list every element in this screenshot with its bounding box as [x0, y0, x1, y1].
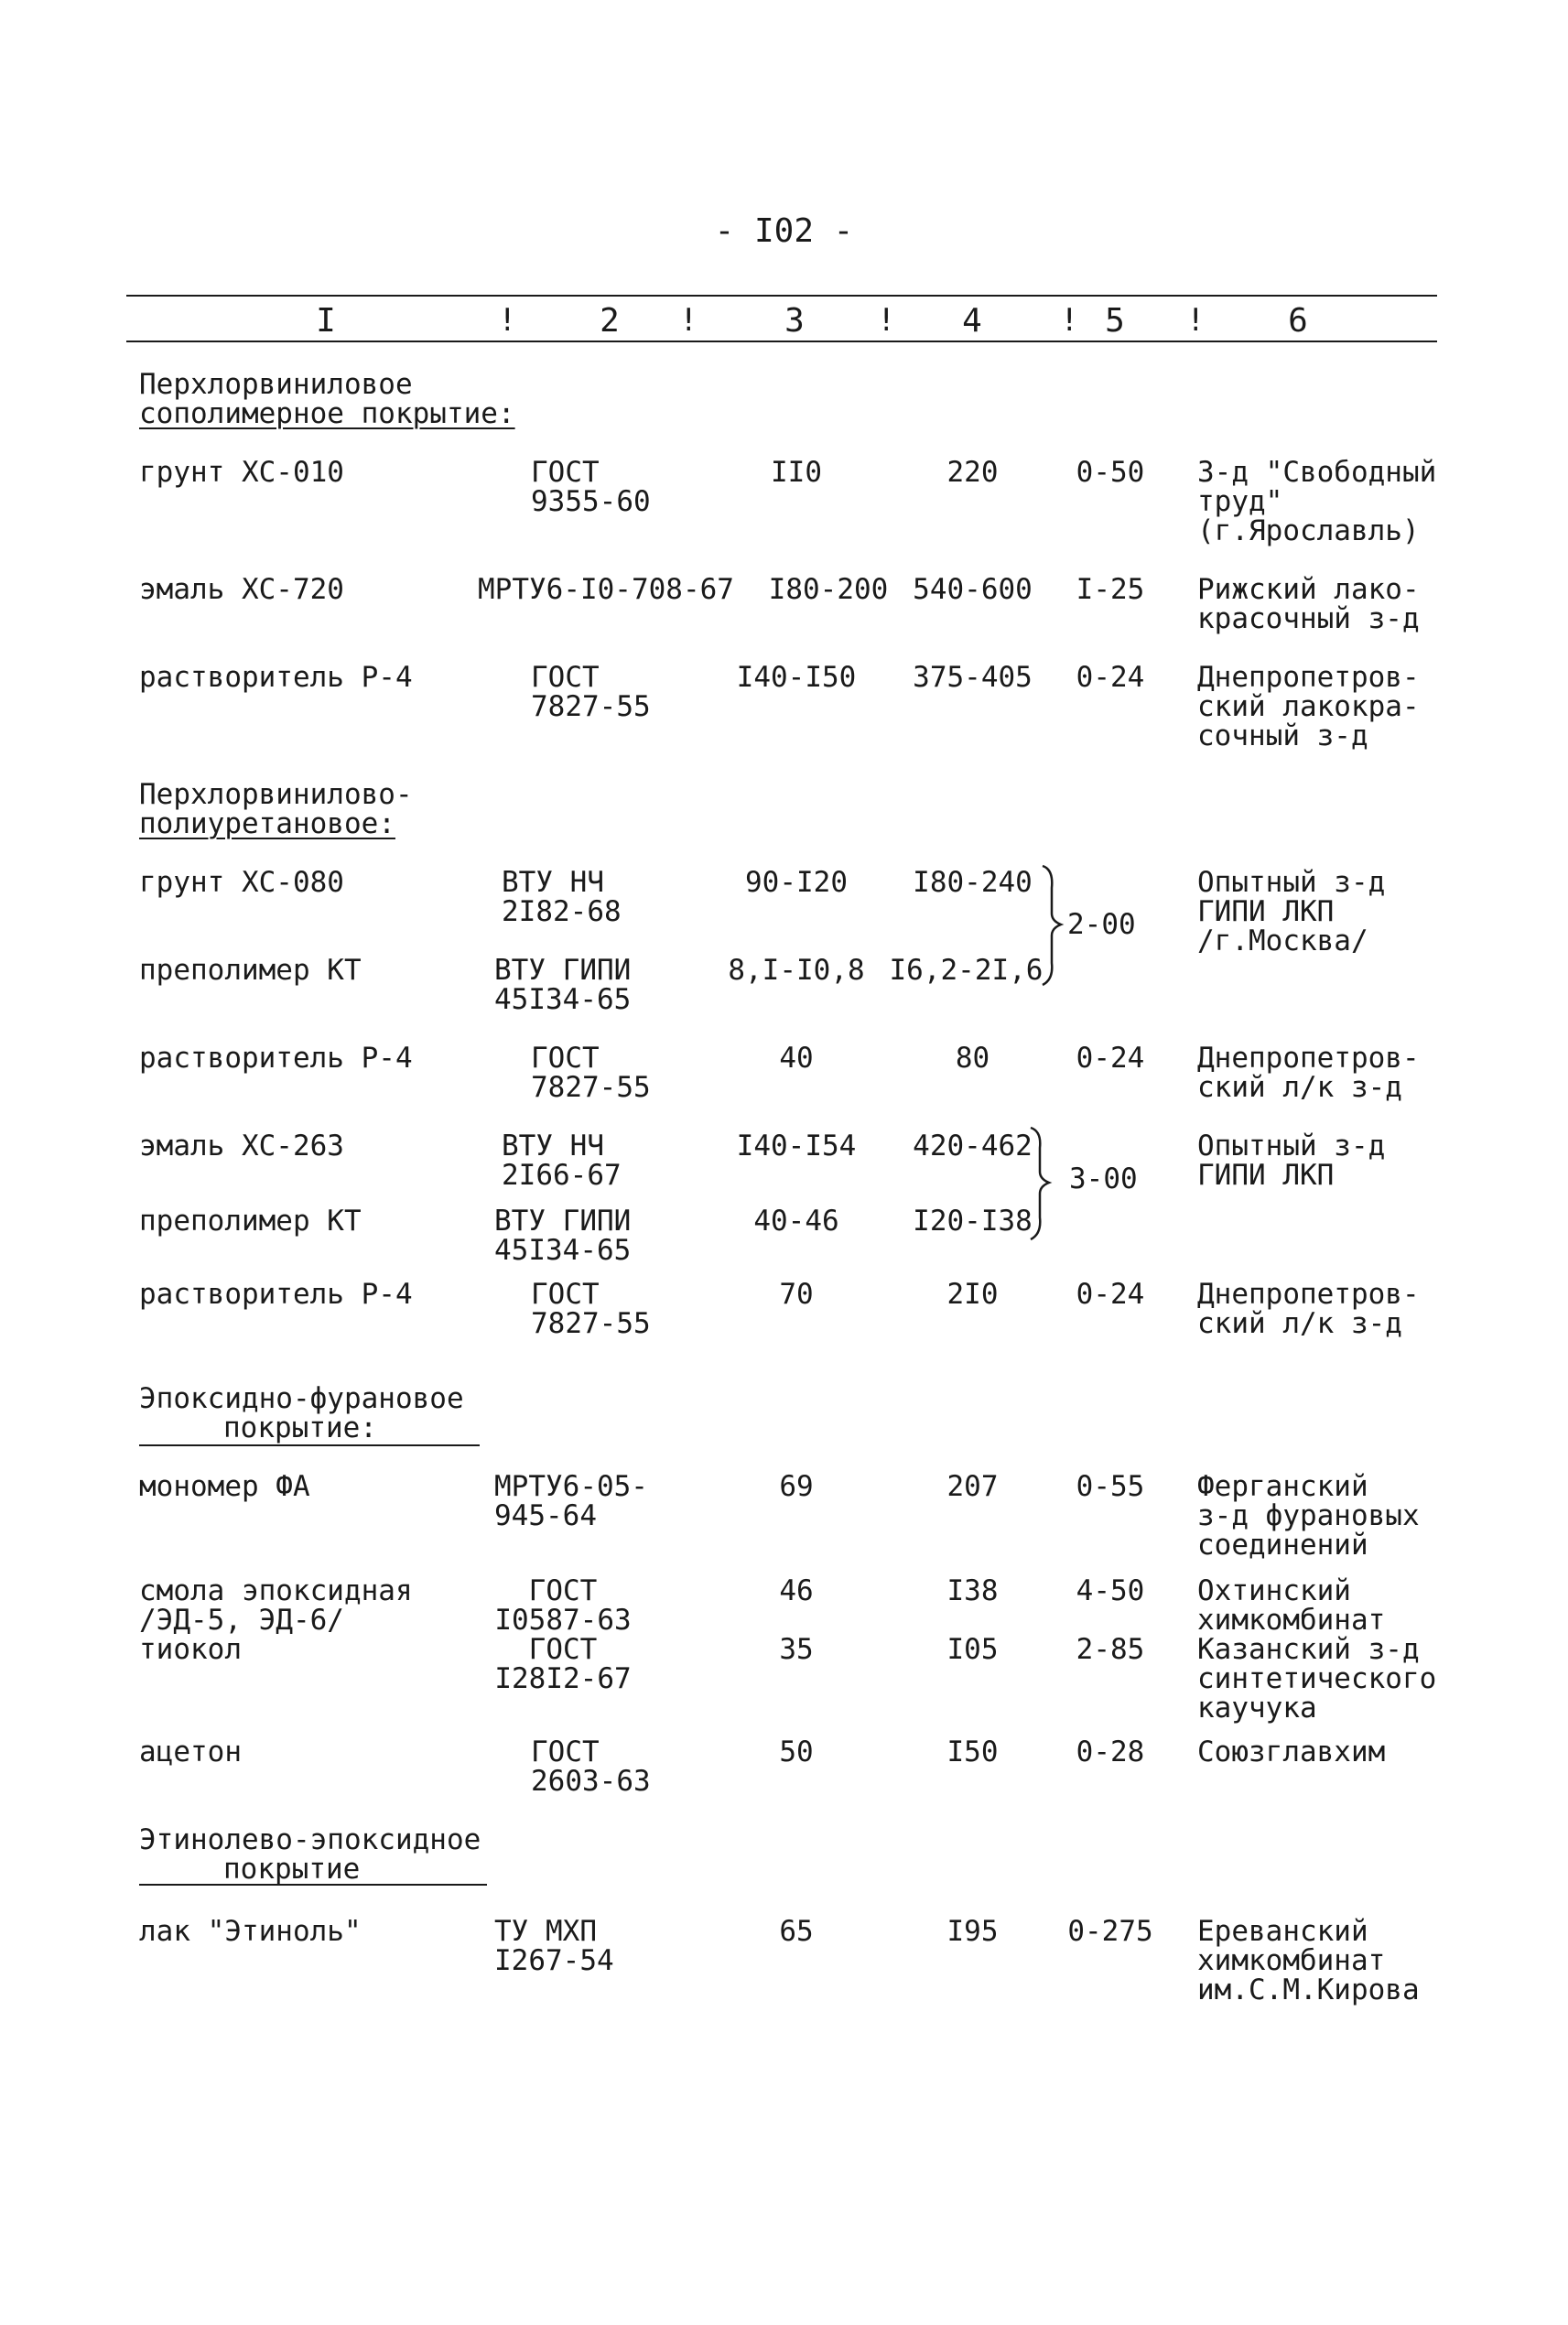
- header-col-2: 2: [600, 302, 620, 340]
- material-name: эмаль ХС-720: [139, 573, 344, 606]
- standard-ref: ГОСТ 7827-55: [531, 1278, 651, 1340]
- standard-ref: ГОСТ 7827-55: [531, 661, 651, 723]
- standard-ref: МРТУ6-05- 945-64: [494, 1470, 648, 1532]
- manufacturer: Казанский з-д синтетического каучука: [1197, 1633, 1437, 1725]
- manufacturer: Рижский лако- красочный з-д: [1197, 573, 1420, 635]
- brace-shape-1: [1043, 866, 1061, 985]
- col3-value: 8,I-I0,8: [728, 954, 865, 987]
- col3-value: 35: [779, 1633, 814, 1666]
- col3-value: II0: [771, 456, 822, 489]
- col3-value: 70: [779, 1278, 814, 1311]
- manufacturer: Ферганский з-д фурановых соединений: [1197, 1470, 1420, 1562]
- table-row: [0, 1917, 1568, 2017]
- brace-group-2: [1027, 1122, 1054, 1243]
- col3-value: I40-I50: [736, 661, 857, 694]
- header-top-rule: [126, 295, 1437, 297]
- table-row: [0, 458, 1568, 558]
- material-name: тиокол: [139, 1633, 242, 1666]
- standard-ref: ГОСТ 2603-63: [531, 1736, 651, 1798]
- material-name: преполимер КТ: [139, 1205, 362, 1238]
- standard-ref: ГОСТ I28I2-67: [494, 1633, 632, 1695]
- col3-value: I40-I54: [736, 1130, 857, 1162]
- standard-ref: ГОСТ 7827-55: [531, 1042, 651, 1104]
- col3-value: 40: [779, 1042, 814, 1075]
- material-name: ацетон: [139, 1736, 242, 1768]
- section-title-line1: Перхлорвиниловое: [139, 368, 413, 401]
- col4-value: I05: [946, 1633, 999, 1666]
- col4-value: I50: [946, 1736, 999, 1768]
- header-sep-3: !: [877, 302, 896, 339]
- manufacturer: Днепропетров- ский лакокра- сочный з-д: [1197, 661, 1420, 752]
- standard-ref: ГОСТ I0587-63: [494, 1574, 632, 1637]
- standard-ref: ТУ МХП I267-54: [494, 1915, 614, 1977]
- section-title-line2: сополимерное покрытие:: [139, 397, 515, 430]
- manufacturer: Охтинский химкомбинат: [1197, 1574, 1386, 1637]
- col3-value: 65: [779, 1915, 814, 1948]
- col5-value: 0-24: [1076, 661, 1145, 694]
- section-title-line1: Перхлорвинилово-: [139, 778, 413, 811]
- col5-value: 0-28: [1076, 1736, 1145, 1768]
- header-col-4: 4: [962, 302, 982, 340]
- col5-value: 0-24: [1076, 1042, 1145, 1075]
- col5-value: 0-24: [1076, 1278, 1145, 1311]
- table-row: [0, 1635, 1568, 1736]
- col5-value: 4-50: [1076, 1574, 1145, 1607]
- section-underline: [139, 1884, 487, 1886]
- col3-value: 40-46: [753, 1205, 839, 1238]
- material-name: смола эпоксидная /ЭД-5, ЭД-6/: [139, 1574, 413, 1637]
- col5-value: 0-55: [1076, 1470, 1145, 1503]
- header-col-6: 6: [1288, 302, 1308, 340]
- header-sep-4: !: [1060, 302, 1079, 339]
- section-title-line2: покрытие: [223, 1853, 361, 1886]
- header-bottom-rule: [126, 341, 1437, 342]
- standard-ref: ВТУ ГИПИ 45I34-65: [494, 1205, 632, 1267]
- material-name: растворитель Р-4: [139, 1042, 413, 1075]
- col4-value: 80: [955, 1042, 990, 1075]
- header-sep-5: !: [1186, 302, 1206, 339]
- section-title: [139, 1825, 481, 1884]
- col4-value: I38: [946, 1574, 999, 1607]
- col3-value: 69: [779, 1470, 814, 1503]
- table-row: [0, 1280, 1568, 1380]
- manufacturer: Опытный з-д ГИПИ ЛКП /г.Москва/: [1197, 866, 1386, 957]
- section-title: [139, 780, 413, 838]
- header-sep-1: !: [498, 302, 517, 339]
- col4-value: I6,2-2I,6: [889, 954, 1044, 987]
- table-row: [0, 663, 1568, 763]
- col5-value: 0-275: [1067, 1915, 1153, 1948]
- material-name: растворитель Р-4: [139, 1278, 413, 1311]
- col4-value: 375-405: [913, 661, 1033, 694]
- brace-value: 2-00: [1067, 908, 1136, 941]
- col4-value: I95: [946, 1915, 999, 1948]
- manufacturer: З-д "Свободный труд" (г.Ярославль): [1197, 456, 1437, 547]
- standard-ref: ГОСТ 9355-60: [531, 456, 651, 518]
- standard-ref: МРТУ6-I0-708-67: [478, 573, 734, 606]
- material-name: преполимер КТ: [139, 954, 362, 987]
- col4-value: I20-I38: [913, 1205, 1033, 1238]
- col4-value: 540-600: [913, 573, 1033, 606]
- col5-value: 2-85: [1076, 1633, 1145, 1666]
- col5-value: 0-50: [1076, 456, 1145, 489]
- section-title: [139, 370, 515, 428]
- brace-group-1: [1039, 860, 1066, 989]
- section-title-line1: Этинолево-эпоксидное: [139, 1823, 481, 1856]
- col4-value: 2I0: [946, 1278, 999, 1311]
- col4-value: 207: [946, 1470, 999, 1503]
- col4-value: 420-462: [913, 1130, 1033, 1162]
- col5-value: I-25: [1076, 573, 1145, 606]
- material-name: грунт ХС-010: [139, 456, 344, 489]
- section-title: [139, 1384, 464, 1443]
- material-name: лак "Этиноль": [139, 1915, 362, 1948]
- section-title-line2: полиуретановое:: [139, 807, 395, 840]
- section-underline: [139, 1444, 480, 1446]
- material-name: грунт ХС-080: [139, 866, 344, 899]
- manufacturer: Ереванский химкомбинат им.С.М.Кирова: [1197, 1915, 1420, 2006]
- standard-ref: ВТУ ГИПИ 45I34-65: [494, 954, 632, 1016]
- col3-value: I80-200: [768, 573, 889, 606]
- page-number: - I02 -: [714, 212, 854, 250]
- material-name: растворитель Р-4: [139, 661, 413, 694]
- brace-value: 3-00: [1069, 1162, 1138, 1195]
- header-sep-2: !: [679, 302, 698, 339]
- header-col-5: 5: [1105, 302, 1125, 340]
- header-col-1: I: [316, 302, 336, 340]
- section-title-line1: Эпоксидно-фурановое: [139, 1382, 464, 1415]
- standard-ref: ВТУ НЧ 2I82-68: [502, 866, 622, 928]
- manufacturer: Союзглавхим: [1197, 1736, 1386, 1768]
- brace-shape-2: [1031, 1128, 1049, 1239]
- col3-value: 90-I20: [745, 866, 848, 899]
- col3-value: 46: [779, 1574, 814, 1607]
- col4-value: 220: [946, 456, 999, 489]
- table-row: [0, 1472, 1568, 1573]
- section-title-line2: покрытие:: [223, 1411, 377, 1444]
- manufacturer: Опытный з-д ГИПИ ЛКП: [1197, 1130, 1386, 1192]
- col4-value: I80-240: [913, 866, 1033, 899]
- material-name: мономер ФА: [139, 1470, 310, 1503]
- material-name: эмаль ХС-263: [139, 1130, 344, 1162]
- manufacturer: Днепропетров- ский л/к з-д: [1197, 1042, 1420, 1104]
- header-col-3: 3: [784, 302, 805, 340]
- manufacturer: Днепропетров- ский л/к з-д: [1197, 1278, 1420, 1340]
- standard-ref: ВТУ НЧ 2I66-67: [502, 1130, 622, 1192]
- col3-value: 50: [779, 1736, 814, 1768]
